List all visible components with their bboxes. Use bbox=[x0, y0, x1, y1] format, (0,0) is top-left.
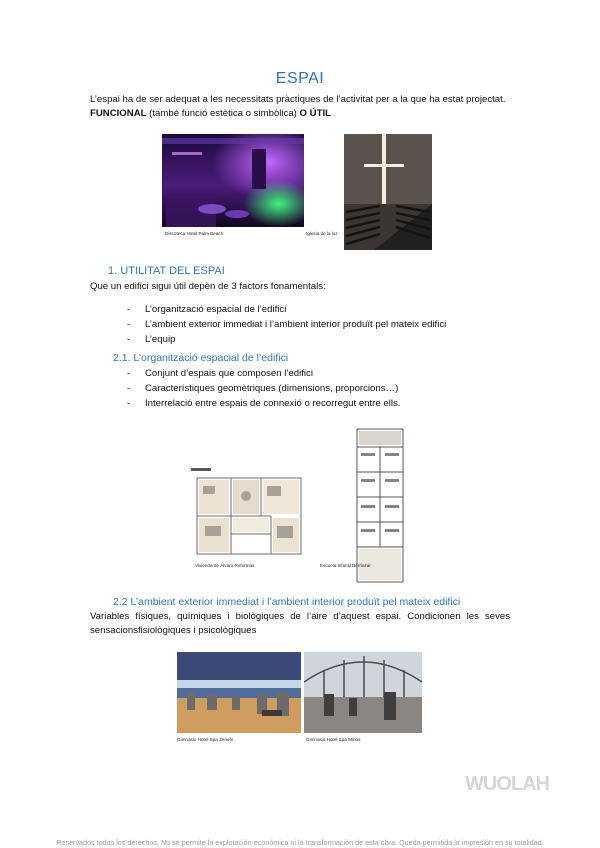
list-item bbox=[127, 366, 400, 381]
list-item-text: Conjunt d’espais que composen l’edifici bbox=[145, 368, 313, 379]
gym2-photo bbox=[304, 652, 422, 733]
list-item-text: L’equip bbox=[145, 334, 176, 345]
bullet-dash: - bbox=[127, 383, 131, 394]
church-caption: Iglesia de la luz bbox=[306, 231, 338, 236]
bullet-dash: - bbox=[127, 304, 131, 315]
disco-caption: Discoteca Hotel Palm Beach bbox=[165, 231, 224, 236]
list-item-text: Interrelació entre espais de connexió o recorregut entre ells. bbox=[145, 398, 401, 409]
section22-heading: 2.2 L’ambient exterior immediat i l’ambient interior produït pel mateix edifici bbox=[113, 596, 461, 608]
bullet-dash: - bbox=[127, 319, 131, 330]
section1-heading: 1. UTILITAT DEL ESPAI bbox=[108, 265, 225, 277]
list-item bbox=[127, 396, 401, 411]
section1-list bbox=[127, 302, 447, 347]
vivienda-caption: Vivienda de Álvaro Reformas bbox=[195, 563, 255, 568]
util-label: O ÚTIL bbox=[299, 108, 331, 119]
gym1-photo bbox=[177, 652, 301, 733]
intro-line: L’espai ha de ser adequat a les necessitats pràctiques de l’activitat per a la que ha estat projectat. bbox=[90, 94, 506, 105]
list-item bbox=[127, 332, 446, 347]
list-item bbox=[127, 302, 446, 317]
list-item-text: L’ambient exterior immediat i l’ambient interior produït pel mateix edifici bbox=[145, 319, 447, 330]
functional-label: FUNCIONAL bbox=[90, 108, 147, 119]
footer-rights: Reservados todos los derechos. No se permite la explotación económica ni la transformación de esta obra. Queda permitida la impresión en su totalidad. bbox=[56, 838, 544, 847]
vivienda-floorplan bbox=[191, 466, 311, 560]
disco-photo bbox=[162, 134, 304, 227]
section1-intro: Que un edifici sigui útil depèn de 3 factors fonamentals: bbox=[90, 281, 326, 292]
church-photo bbox=[344, 134, 432, 250]
bullet-dash: - bbox=[127, 368, 131, 379]
page-title: ESPAI bbox=[275, 70, 325, 87]
gym2-caption: Gimnasio Hotel Spa Minos bbox=[306, 737, 361, 742]
section22-text: Variables físiques, químiques i biològiques de l’aire d’aquest espai. Condicionen les seves sensacionsfisiològiques i psicològiques bbox=[90, 611, 510, 636]
section21-heading: 2.1. L’organització espacial de l’edifici bbox=[113, 352, 289, 364]
intro-paragraph bbox=[90, 93, 530, 121]
section21-list bbox=[127, 366, 401, 411]
list-item-text: L’organització espacial de l’edifici bbox=[145, 304, 287, 315]
list-item bbox=[127, 317, 447, 332]
list-item-text: Característiques geomètriques (dimensions, proporcions…) bbox=[145, 383, 399, 394]
list-item bbox=[127, 381, 400, 396]
functional-paren: (també funció estètica o simbòlica) bbox=[146, 108, 300, 119]
escuela-floorplan bbox=[355, 427, 405, 584]
bullet-dash: - bbox=[127, 334, 131, 345]
wuolah-watermark: WUOLAH bbox=[465, 773, 549, 795]
bullet-dash: - bbox=[127, 398, 131, 409]
escuela-caption: Escuela infantil Berriozar bbox=[320, 563, 371, 568]
gym1-caption: Gimnasio Hotel Spa Zenehi bbox=[177, 737, 234, 742]
intro-functional-line bbox=[90, 107, 530, 121]
